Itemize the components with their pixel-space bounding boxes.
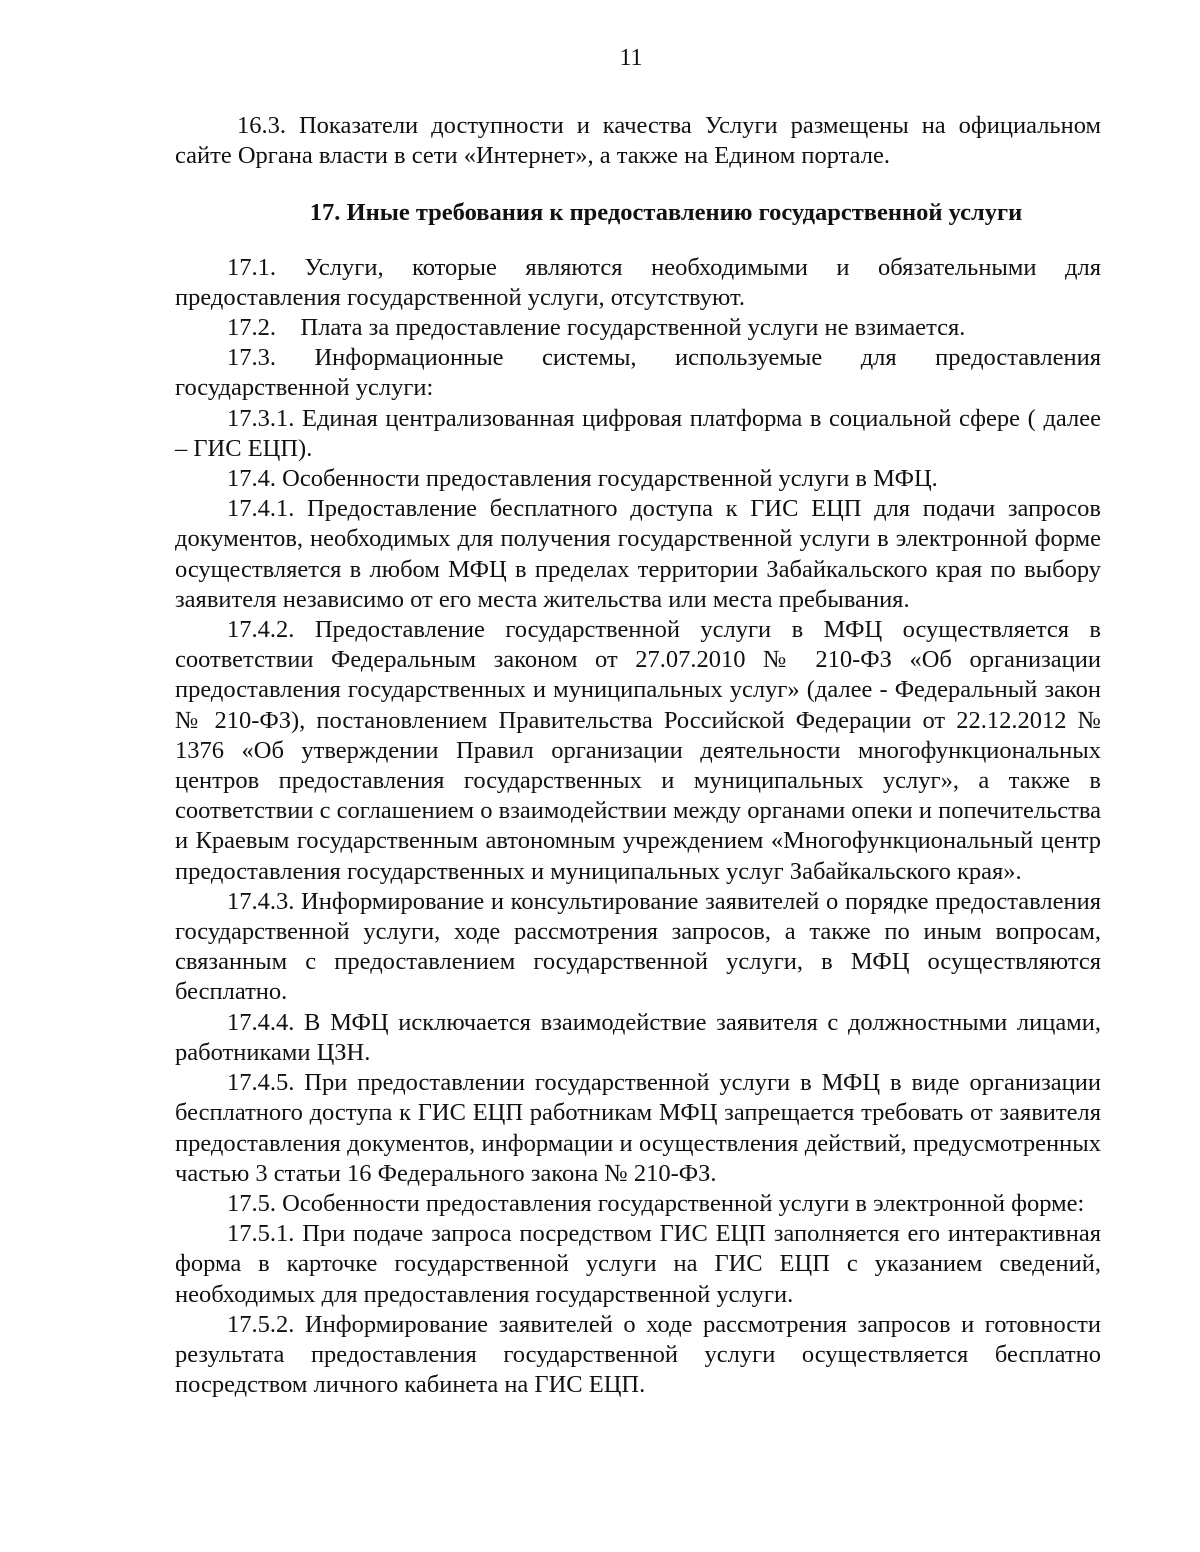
page-number: 11 [619,45,643,71]
paragraph-17-4: 17.4. Особенности предоставления государственной услуги в МФЦ. [227,465,938,493]
paragraph-17-1: 17.1. Услуги, которые являются необходимыми и обязательными для предоставления государственной услуги, отсутствуют. [175,253,1101,311]
paragraph-17-4-1: 17.4.1. Предоставление бесплатного доступа к ГИС ЕЦП для подачи запросов документов, необходимых для получения государственной услуги в электронной форме осуществляется в любом МФЦ в пределах территории Забайкальского края по выбору заявителя независимо от его места жительства или места пребывания. [175,495,1101,613]
paragraph-17-5: 17.5. Особенности предоставления государственной услуги в электронной форме: [227,1189,1085,1217]
paragraph-17-3-1: 17.3.1. Единая централизованная цифровая платформа в социальной сфере ( далее – ГИС ЕЦП). [175,404,1101,462]
paragraph-17-5-2: 17.5.2. Информирование заявителей о ходе рассмотрения запросов и готовности результата предоставления государственной услуги осуществляется бесплатно посредством личного кабинета на ГИС ЕЦП. [175,1310,1101,1399]
paragraph-17-4-5: 17.4.5. При предоставлении государственной услуги в МФЦ в виде организации бесплатного доступа к ГИС ЕЦП работникам МФЦ запрещается требовать от заявителя предоставления документов, информации и осуществления действий, предусмотренных частью 3 статьи 16 Федерального закона № 210-ФЗ. [175,1069,1101,1187]
paragraph-17-3: 17.3. Информационные системы, используемые для предоставления государственной услуги: [175,344,1101,402]
paragraph-17-5-1: 17.5.1. При подаче запроса посредством ГИС ЕЦП заполняется его интерактивная форма в карточке государственной услуги на ГИС ЕЦП с указанием сведений, необходимых для предоставления государственной услуги. [175,1220,1101,1308]
paragraph-17-4-2: 17.4.2. Предоставление государственной услуги в МФЦ осуществляется в соответствии Федеральным законом от 27.07.2010 № 210-ФЗ «Об организации предоставления государственных и муниципальных услуг» (далее - Федеральный закон № 210-ФЗ), постановлением Правительства Российской Федерации от 22.12.2012 № 1376 «Об утверждении Правил организации деятельности многофункциональных центров предоставления государственных и муниципальных услуг», а также в соответствии с соглашением о взаимодействии между органами опеки и попечительства и Краевым государственным автономным учреждением «Многофункциональный центр предоставления государственных и муниципальных услуг Забайкальского края». [175,616,1101,885]
paragraph-16-3: 16.3. Показатели доступности и качества Услуги размещены на официальном сайте Органа власти в сети «Интернет», а также на Едином портале. [175,112,1101,170]
section-17-heading: 17. Иные требования к предоставлению государственной услуги [309,199,1023,227]
paragraph-17-4-4: 17.4.4. В МФЦ исключается взаимодействие заявителя с должностными лицами, работниками ЦЗН. [175,1008,1101,1066]
paragraph-17-2: 17.2. Плата за предоставление государственной услуги не взимается. [227,314,966,342]
paragraph-17-4-3: 17.4.3. Информирование и консультирование заявителей о порядке предоставления государственной услуги, ходе рассмотрения запросов, а также по иным вопросам, связанным с предоставлением государственной услуги, в МФЦ осуществляются бесплатно. [175,887,1101,1006]
document-body [175,111,1101,1400]
